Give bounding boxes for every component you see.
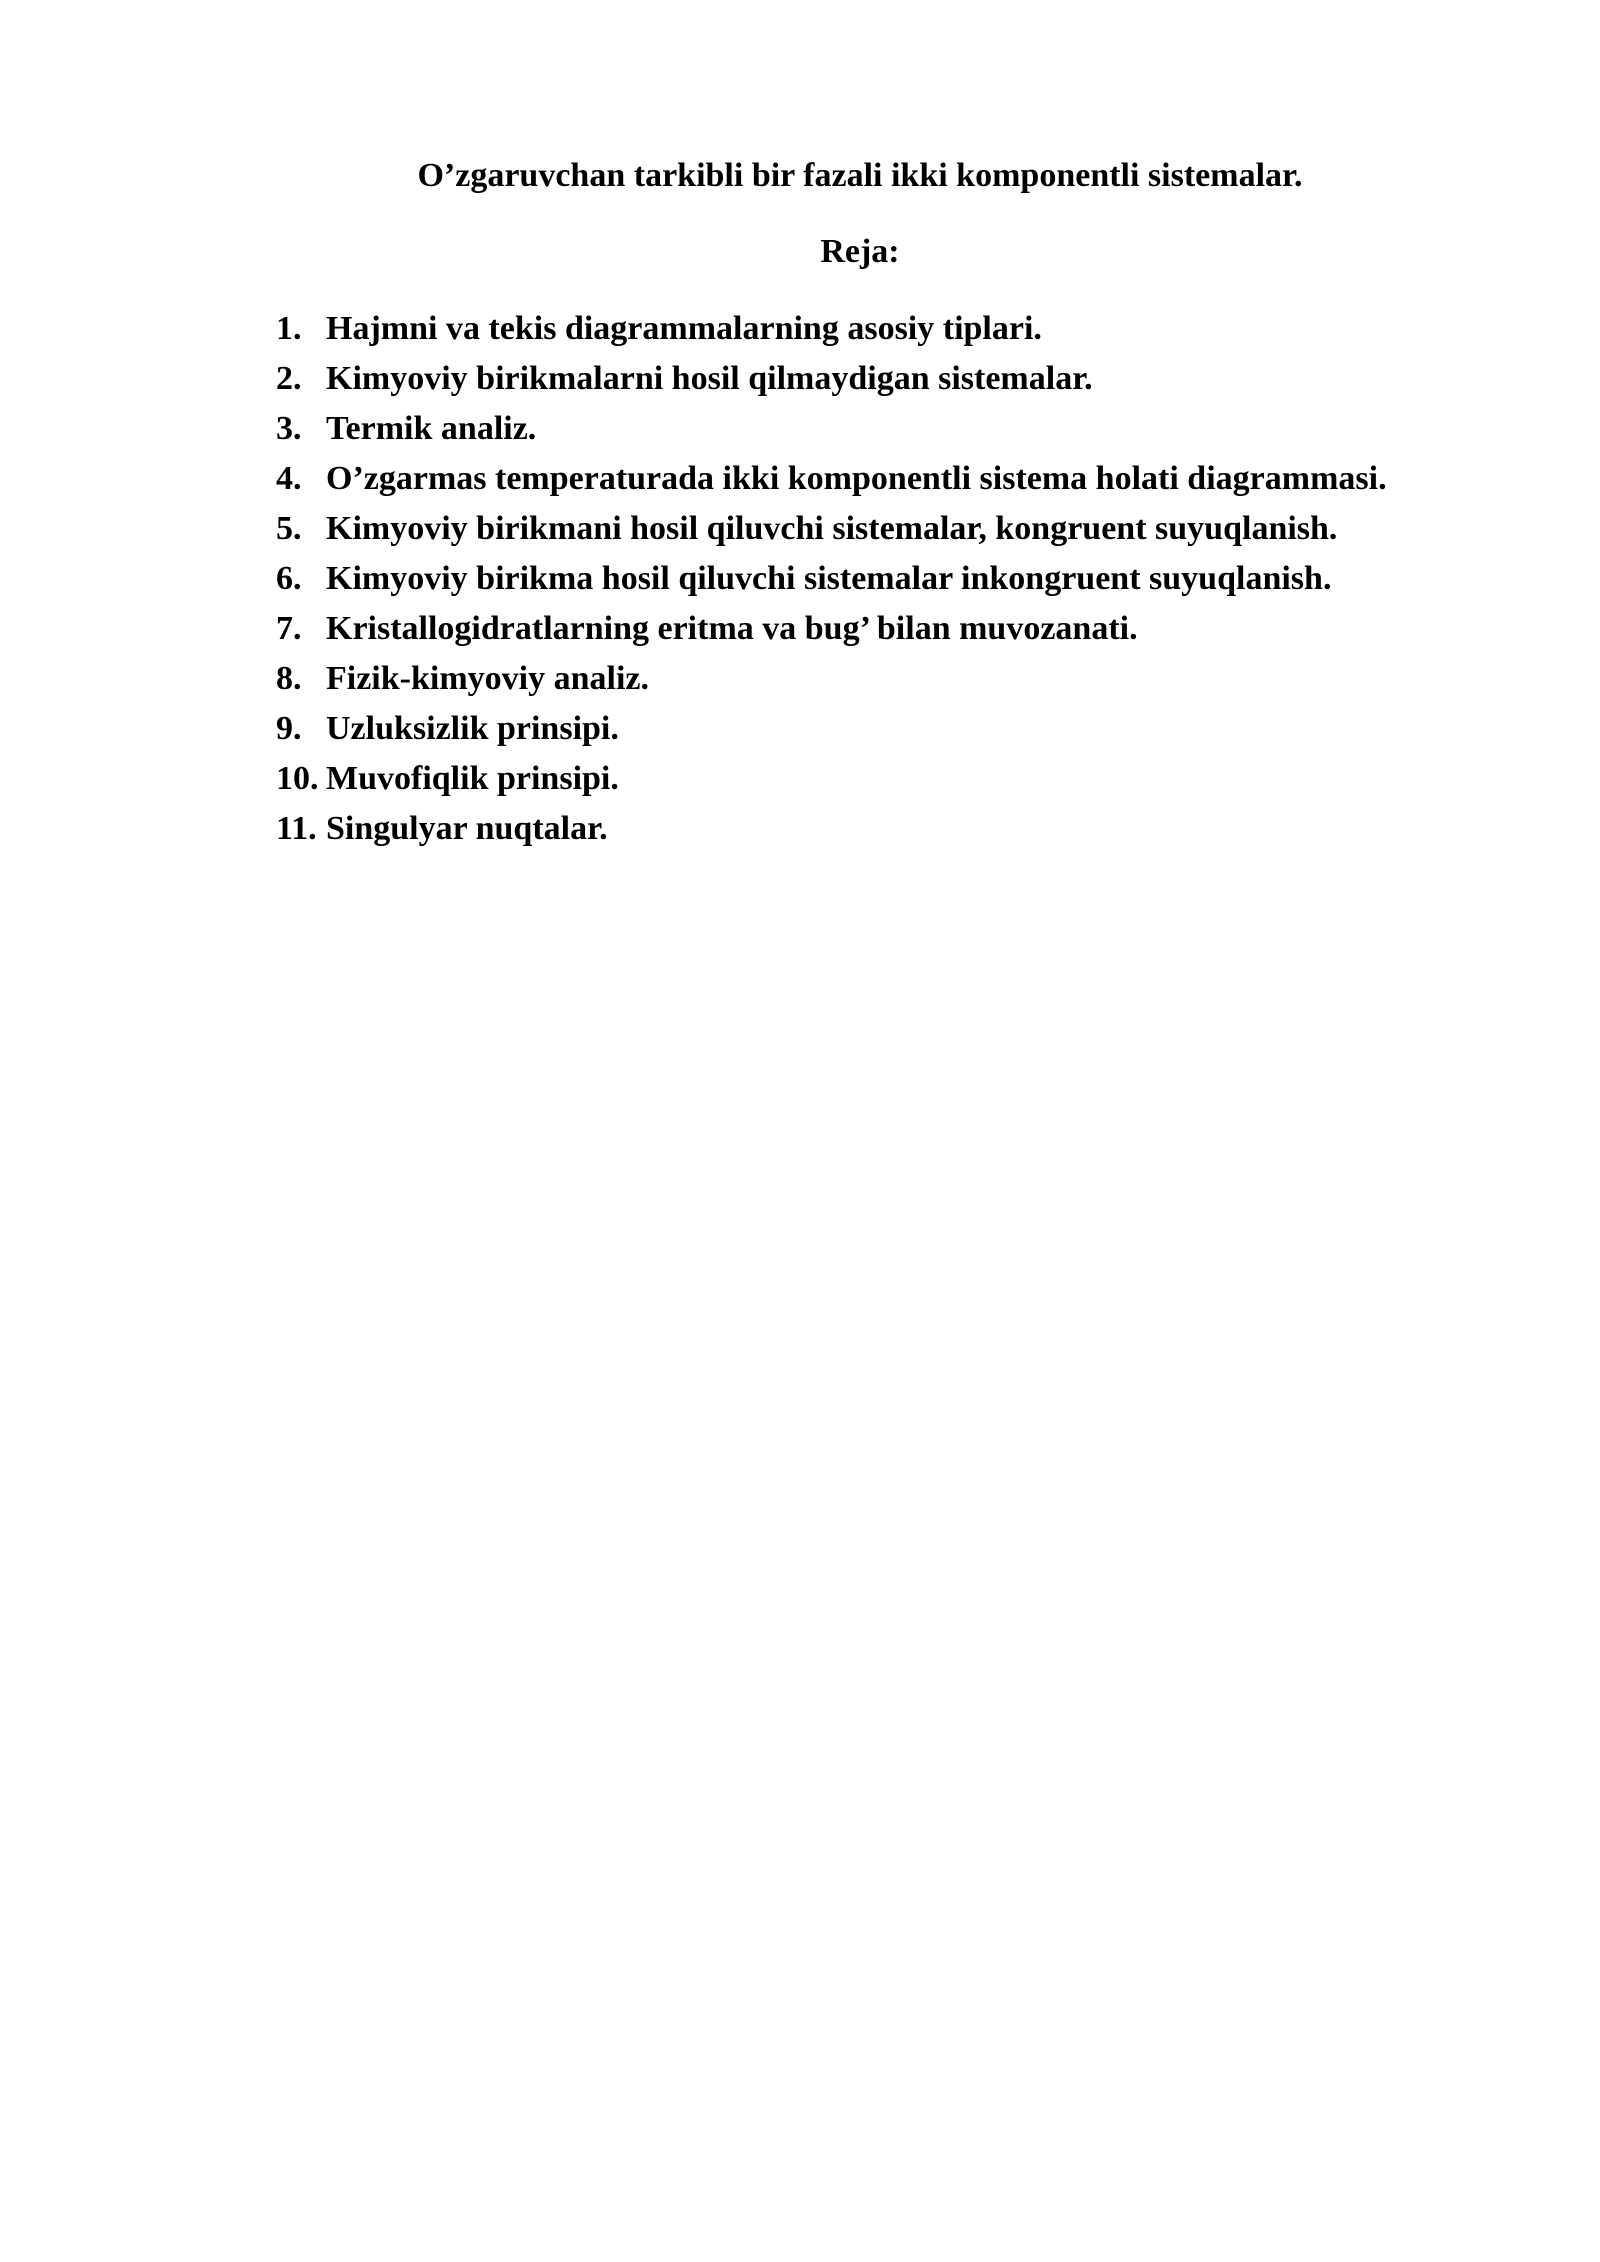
- plan-item-number: 1.: [276, 310, 302, 347]
- plan-item-4: [276, 454, 1486, 504]
- plan-item-8: [276, 654, 1486, 704]
- plan-item-text: Singulyar nuqtalar.: [326, 810, 608, 847]
- plan-item-9: [276, 704, 1486, 754]
- plan-item-number: 2.: [276, 360, 302, 397]
- document-title: O’zgaruvchan tarkibli bir fazali ikki komponentli sistemalar.: [417, 157, 1303, 194]
- plan-item-10: [276, 754, 1486, 804]
- plan-item-5: [276, 504, 1486, 554]
- plan-item-11: [276, 804, 1486, 854]
- plan-item-3: [276, 404, 1486, 454]
- plan-item-number: 6.: [276, 560, 302, 597]
- plan-list: [276, 304, 1486, 854]
- plan-item-2: [276, 354, 1486, 404]
- plan-item-number: 11.: [276, 810, 317, 847]
- plan-item-text: Kimyoviy birikmalarni hosil qilmaydigan sistemalar.: [326, 360, 1093, 397]
- plan-item-text: Hajmni va tekis diagrammalarning asosiy tiplari.: [326, 310, 1042, 347]
- plan-item-1: [276, 304, 1486, 354]
- plan-item-number: 4.: [276, 460, 302, 497]
- plan-item-text: Termik analiz.: [326, 410, 537, 447]
- plan-item-text: Kimyoviy birikmani hosil qiluvchi sistemalar, kongruent suyuqlanish.: [326, 510, 1338, 547]
- plan-item-text: Muvofiqlik prinsipi.: [326, 760, 619, 797]
- plan-item-text: Uzluksizlik prinsipi.: [326, 710, 619, 747]
- plan-item-number: 9.: [276, 710, 302, 747]
- plan-item-number: 7.: [276, 610, 302, 647]
- plan-item-7: [276, 604, 1486, 654]
- plan-item-text: Kimyoviy birikma hosil qiluvchi sistemalar inkongruent suyuqlanish.: [326, 560, 1332, 597]
- plan-item-number: 5.: [276, 510, 302, 547]
- plan-item-number: 8.: [276, 660, 302, 697]
- plan-item-text: Fizik-kimyoviy analiz.: [326, 660, 649, 697]
- plan-item-number: 10.: [276, 760, 319, 797]
- plan-item-text: O’zgarmas temperaturada ikki komponentli sistema holati diagrammasi.: [326, 460, 1387, 497]
- plan-item-text: Kristallogidratlarning eritma va bug’ bilan muvozanati.: [326, 610, 1138, 647]
- plan-heading: Reja:: [820, 233, 900, 270]
- plan-item-number: 3.: [276, 410, 302, 447]
- plan-item-6: [276, 554, 1486, 604]
